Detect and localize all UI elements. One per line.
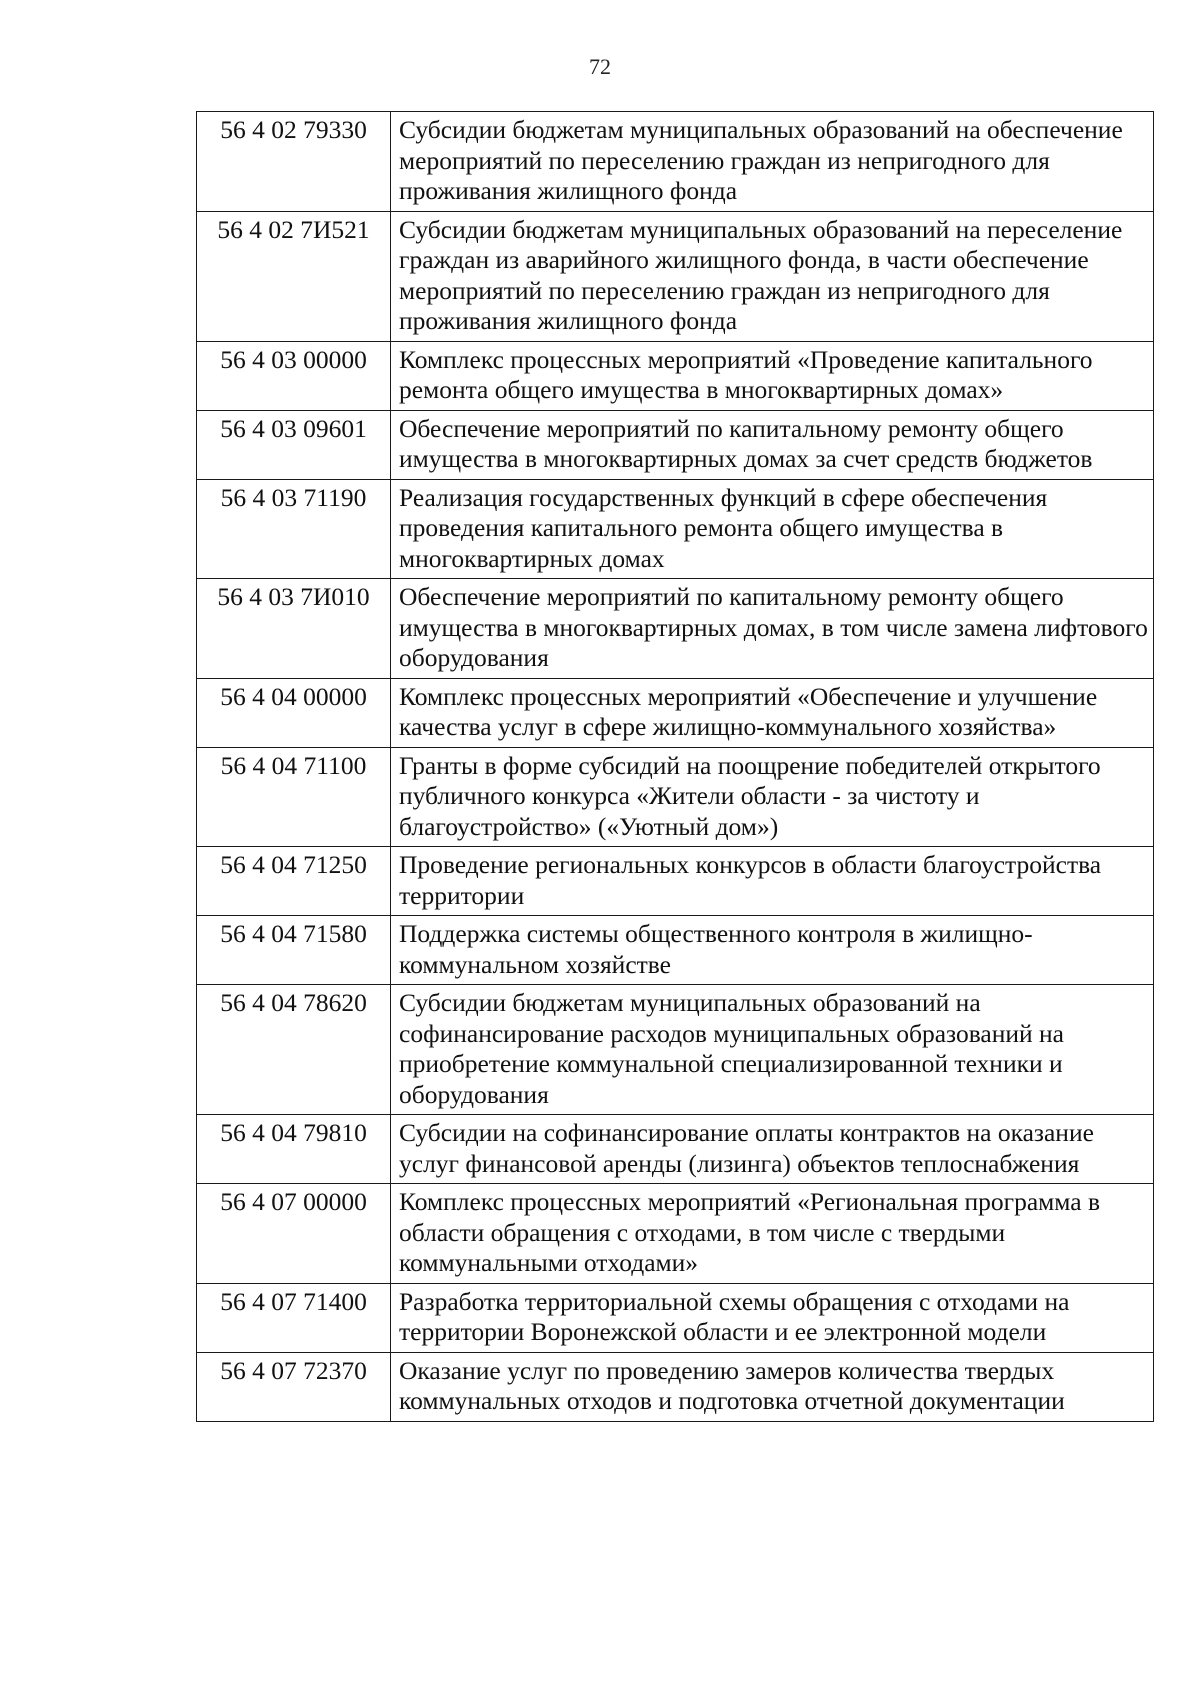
table-row: [197, 1352, 1154, 1421]
row-code: 56 4 04 71250: [197, 847, 391, 916]
table-row: [197, 410, 1154, 479]
table-row: [197, 985, 1154, 1115]
row-description: Обеспечение мероприятий по капитальному ремонту общего имущества в многоквартирных домах за счет средств бюджетов: [391, 410, 1154, 479]
budget-codes-table: [196, 111, 1154, 1422]
table-row: [197, 341, 1154, 410]
table-row: [197, 211, 1154, 341]
page-number: 72: [589, 54, 611, 79]
table-row: [197, 479, 1154, 579]
row-code: 56 4 04 79810: [197, 1115, 391, 1184]
table-row: [197, 1115, 1154, 1184]
table-row: [197, 678, 1154, 747]
row-description: Комплекс процессных мероприятий «Обеспечение и улучшение качества услуг в сфере жилищно-коммунального хозяйства»: [391, 678, 1154, 747]
row-code: 56 4 03 09601: [197, 410, 391, 479]
table-row: [197, 747, 1154, 847]
row-code: 56 4 02 7И521: [197, 211, 391, 341]
row-description: Субсидии бюджетам муниципальных образований на переселение граждан из аварийного жилищного фонда, в части обеспечение мероприятий по переселению граждан из непригодного для проживания жилищного фонда: [391, 211, 1154, 341]
row-code: 56 4 03 00000: [197, 341, 391, 410]
table-row: [197, 1283, 1154, 1352]
row-description: Гранты в форме субсидий на поощрение победителей открытого публичного конкурса «Жители области - за чистоту и благоустройство» («Уютный дом»): [391, 747, 1154, 847]
row-description: Субсидии на софинансирование оплаты контрактов на оказание услуг финансовой аренды (лизинга) объектов теплоснабжения: [391, 1115, 1154, 1184]
row-code: 56 4 04 71580: [197, 916, 391, 985]
row-code: 56 4 03 7И010: [197, 579, 391, 679]
row-description: Комплекс процессных мероприятий «Проведение капитального ремонта общего имущества в многоквартирных домах»: [391, 341, 1154, 410]
row-description: Обеспечение мероприятий по капитальному ремонту общего имущества в многоквартирных домах, в том числе замена лифтового оборудования: [391, 579, 1154, 679]
row-code: 56 4 07 00000: [197, 1184, 391, 1284]
table-row: [197, 112, 1154, 212]
row-description: Комплекс процессных мероприятий «Региональная программа в области обращения с отходами, в том числе с твердыми коммунальными отходами»: [391, 1184, 1154, 1284]
row-code: 56 4 07 71400: [197, 1283, 391, 1352]
table-row: [197, 1184, 1154, 1284]
row-description: Поддержка системы общественного контроля в жилищно-коммунальном хозяйстве: [391, 916, 1154, 985]
row-code: 56 4 07 72370: [197, 1352, 391, 1421]
row-code: 56 4 02 79330: [197, 112, 391, 212]
row-description: Оказание услуг по проведению замеров количества твердых коммунальных отходов и подготовка отчетной документации: [391, 1352, 1154, 1421]
row-code: 56 4 04 71100: [197, 747, 391, 847]
row-description: Субсидии бюджетам муниципальных образований на софинансирование расходов муниципальных образований на приобретение коммунальной специализированной техники и оборудования: [391, 985, 1154, 1115]
row-description: Проведение региональных конкурсов в области благоустройства территории: [391, 847, 1154, 916]
row-code: 56 4 03 71190: [197, 479, 391, 579]
row-code: 56 4 04 78620: [197, 985, 391, 1115]
table-row: [197, 579, 1154, 679]
row-description: Субсидии бюджетам муниципальных образований на обеспечение мероприятий по переселению граждан из непригодного для проживания жилищного фонда: [391, 112, 1154, 212]
table-row: [197, 916, 1154, 985]
row-description: Разработка территориальной схемы обращения с отходами на территории Воронежской области и ее электронной модели: [391, 1283, 1154, 1352]
row-code: 56 4 04 00000: [197, 678, 391, 747]
row-description: Реализация государственных функций в сфере обеспечения проведения капитального ремонта общего имущества в многоквартирных домах: [391, 479, 1154, 579]
table-row: [197, 847, 1154, 916]
